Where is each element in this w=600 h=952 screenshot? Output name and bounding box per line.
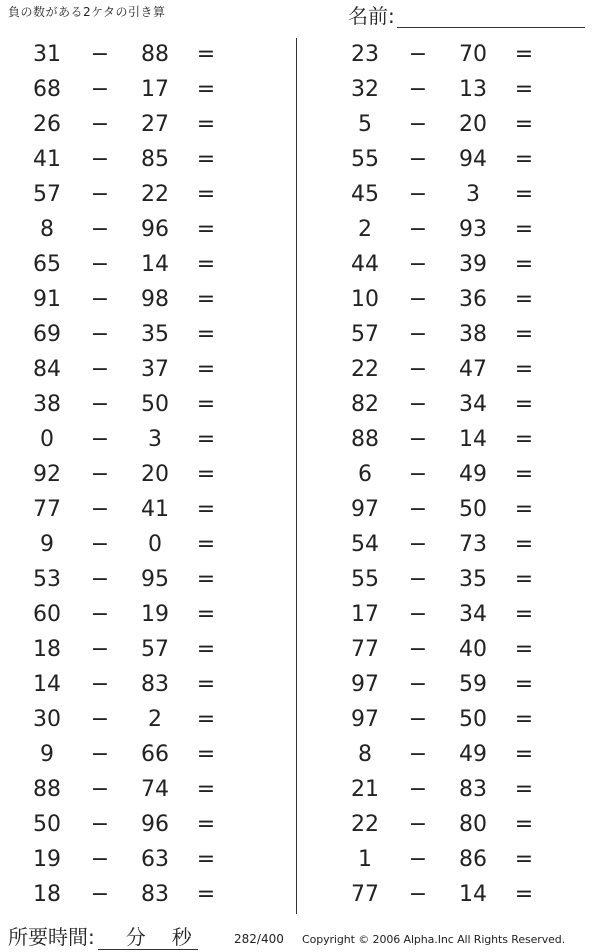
subtrahend: 96 (141, 812, 169, 837)
minuend: 97 (351, 707, 379, 732)
equals-sign: = (196, 217, 216, 242)
equals-sign: = (514, 777, 534, 802)
subtrahend: 80 (459, 812, 487, 837)
equals-sign: = (196, 252, 216, 277)
page-number: 282/400 (234, 932, 284, 946)
equals-sign: = (514, 112, 534, 137)
subtrahend: 34 (459, 392, 487, 417)
seconds-unit: 秒 (171, 925, 192, 949)
subtrahend: 35 (459, 567, 487, 592)
equals-sign: = (514, 252, 534, 277)
equals-sign: = (196, 322, 216, 347)
problem-row (0, 633, 280, 668)
equals-sign: = (514, 847, 534, 872)
problem-row (318, 668, 598, 703)
problem-row (318, 178, 598, 213)
minus-sign: − (90, 462, 110, 487)
minuend: 5 (358, 112, 372, 137)
subtrahend: 66 (141, 742, 169, 767)
equals-sign: = (514, 322, 534, 347)
minuend: 92 (33, 462, 61, 487)
minus-sign: − (408, 462, 428, 487)
equals-sign: = (196, 462, 216, 487)
problem-row (318, 388, 598, 423)
minus-sign: − (408, 147, 428, 172)
problem-row (0, 73, 280, 108)
right-problem-column (318, 38, 598, 913)
minus-sign: − (90, 357, 110, 382)
problem-row (0, 878, 280, 913)
minus-sign: − (408, 427, 428, 452)
minuend: 60 (33, 602, 61, 627)
minus-sign: − (90, 322, 110, 347)
subtrahend: 98 (141, 287, 169, 312)
equals-sign: = (196, 357, 216, 382)
minus-sign: − (408, 217, 428, 242)
subtrahend: 88 (141, 42, 169, 67)
minuend: 97 (351, 672, 379, 697)
minus-sign: − (90, 532, 110, 557)
equals-sign: = (514, 77, 534, 102)
minuend: 77 (33, 497, 61, 522)
subtrahend: 3 (466, 182, 480, 207)
minus-sign: − (90, 742, 110, 767)
minus-sign: − (408, 77, 428, 102)
minus-sign: − (90, 637, 110, 662)
problem-row (0, 563, 280, 598)
subtrahend: 49 (459, 742, 487, 767)
minuend: 44 (351, 252, 379, 277)
minuend: 17 (351, 602, 379, 627)
equals-sign: = (514, 742, 534, 767)
equals-sign: = (196, 77, 216, 102)
minus-sign: − (90, 672, 110, 697)
minus-sign: − (408, 42, 428, 67)
equals-sign: = (196, 707, 216, 732)
name-label: 名前: (348, 4, 395, 28)
problem-row (0, 528, 280, 563)
equals-sign: = (196, 847, 216, 872)
minus-sign: − (408, 357, 428, 382)
column-divider (296, 38, 297, 914)
minus-sign: − (408, 392, 428, 417)
minuend: 23 (351, 42, 379, 67)
minus-sign: − (90, 392, 110, 417)
minus-sign: − (408, 497, 428, 522)
problem-row (318, 703, 598, 738)
problem-row (318, 528, 598, 563)
equals-sign: = (196, 602, 216, 627)
subtrahend: 93 (459, 217, 487, 242)
minus-sign: − (90, 112, 110, 137)
subtrahend: 3 (148, 427, 162, 452)
subtrahend: 20 (141, 462, 169, 487)
equals-sign: = (514, 217, 534, 242)
minus-sign: − (408, 742, 428, 767)
subtrahend: 95 (141, 567, 169, 592)
minuend: 97 (351, 497, 379, 522)
problem-row (0, 423, 280, 458)
subtrahend: 39 (459, 252, 487, 277)
problem-row (0, 668, 280, 703)
problem-row (318, 38, 598, 73)
minuend: 21 (351, 777, 379, 802)
minus-sign: − (408, 777, 428, 802)
minus-sign: − (408, 567, 428, 592)
problem-row (318, 353, 598, 388)
equals-sign: = (196, 742, 216, 767)
minuend: 82 (351, 392, 379, 417)
minus-sign: − (90, 707, 110, 732)
problem-row (0, 248, 280, 283)
minuend: 84 (33, 357, 61, 382)
minus-sign: − (408, 812, 428, 837)
equals-sign: = (514, 637, 534, 662)
equals-sign: = (196, 882, 216, 907)
minus-sign: − (408, 287, 428, 312)
subtrahend: 14 (141, 252, 169, 277)
problem-row (318, 213, 598, 248)
minus-sign: − (408, 182, 428, 207)
equals-sign: = (196, 427, 216, 452)
subtrahend: 36 (459, 287, 487, 312)
subtrahend: 34 (459, 602, 487, 627)
minuend: 6 (358, 462, 372, 487)
subtrahend: 35 (141, 322, 169, 347)
minuend: 57 (33, 182, 61, 207)
minus-sign: − (408, 847, 428, 872)
subtrahend: 57 (141, 637, 169, 662)
subtrahend: 83 (141, 882, 169, 907)
problem-row (0, 458, 280, 493)
subtrahend: 49 (459, 462, 487, 487)
equals-sign: = (514, 392, 534, 417)
minuend: 57 (351, 322, 379, 347)
problem-row (318, 423, 598, 458)
minus-sign: − (90, 287, 110, 312)
minuend: 1 (358, 847, 372, 872)
problem-row (318, 633, 598, 668)
equals-sign: = (514, 42, 534, 67)
problem-row (0, 283, 280, 318)
subtrahend: 17 (141, 77, 169, 102)
equals-sign: = (514, 427, 534, 452)
equals-sign: = (514, 812, 534, 837)
minus-sign: − (90, 497, 110, 522)
subtrahend: 14 (459, 882, 487, 907)
subtrahend: 83 (459, 777, 487, 802)
equals-sign: = (196, 112, 216, 137)
minuend: 18 (33, 882, 61, 907)
minus-sign: − (408, 532, 428, 557)
minuend: 8 (358, 742, 372, 767)
problem-row (318, 248, 598, 283)
minuend: 68 (33, 77, 61, 102)
minuend: 77 (351, 637, 379, 662)
problem-row (318, 143, 598, 178)
time-required (8, 924, 198, 950)
subtrahend: 50 (459, 497, 487, 522)
equals-sign: = (514, 497, 534, 522)
subtrahend: 14 (459, 427, 487, 452)
minus-sign: − (90, 217, 110, 242)
problem-row (0, 318, 280, 353)
problem-row (0, 388, 280, 423)
subtrahend: 50 (141, 392, 169, 417)
problem-row (318, 563, 598, 598)
minuend: 54 (351, 532, 379, 557)
subtrahend: 22 (141, 182, 169, 207)
time-input-line[interactable] (98, 925, 198, 950)
problem-row (318, 318, 598, 353)
equals-sign: = (196, 532, 216, 557)
minuend: 22 (351, 357, 379, 382)
subtrahend: 0 (148, 532, 162, 557)
subtrahend: 13 (459, 77, 487, 102)
minuend: 14 (33, 672, 61, 697)
problem-row (318, 283, 598, 318)
problem-row (0, 353, 280, 388)
problem-row (0, 808, 280, 843)
subtrahend: 85 (141, 147, 169, 172)
minus-sign: − (90, 882, 110, 907)
problem-row (0, 598, 280, 633)
minuend: 0 (40, 427, 54, 452)
equals-sign: = (514, 462, 534, 487)
problem-row (318, 598, 598, 633)
subtrahend: 86 (459, 847, 487, 872)
minus-sign: − (408, 112, 428, 137)
minus-sign: − (90, 777, 110, 802)
equals-sign: = (196, 777, 216, 802)
minus-sign: − (90, 42, 110, 67)
subtrahend: 94 (459, 147, 487, 172)
equals-sign: = (196, 637, 216, 662)
equals-sign: = (196, 182, 216, 207)
minutes-unit: 分 (125, 925, 146, 949)
minuend: 2 (358, 217, 372, 242)
minuend: 45 (351, 182, 379, 207)
subtrahend: 83 (141, 672, 169, 697)
minus-sign: − (408, 602, 428, 627)
problem-row (318, 878, 598, 913)
problem-row (318, 843, 598, 878)
problem-row (0, 843, 280, 878)
minus-sign: − (90, 77, 110, 102)
minuend: 10 (351, 287, 379, 312)
subtrahend: 41 (141, 497, 169, 522)
minuend: 55 (351, 147, 379, 172)
minuend: 32 (351, 77, 379, 102)
minuend: 22 (351, 812, 379, 837)
minuend: 55 (351, 567, 379, 592)
copyright: Copyright © 2006 Alpha.Inc All Rights Reserved. (302, 933, 566, 946)
subtrahend: 47 (459, 357, 487, 382)
subtrahend: 63 (141, 847, 169, 872)
minuend: 9 (40, 532, 54, 557)
equals-sign: = (196, 812, 216, 837)
minuend: 9 (40, 742, 54, 767)
minuend: 88 (351, 427, 379, 452)
left-problem-column (0, 38, 280, 913)
minuend: 91 (33, 287, 61, 312)
equals-sign: = (514, 707, 534, 732)
subtrahend: 27 (141, 112, 169, 137)
problem-row (318, 493, 598, 528)
problem-row (318, 738, 598, 773)
minus-sign: − (90, 567, 110, 592)
minuend: 8 (40, 217, 54, 242)
equals-sign: = (514, 672, 534, 697)
minuend: 41 (33, 147, 61, 172)
minus-sign: − (408, 882, 428, 907)
equals-sign: = (196, 672, 216, 697)
name-area (348, 2, 585, 30)
subtrahend: 96 (141, 217, 169, 242)
equals-sign: = (196, 497, 216, 522)
minuend: 30 (33, 707, 61, 732)
subtrahend: 70 (459, 42, 487, 67)
equals-sign: = (196, 392, 216, 417)
problem-row (0, 773, 280, 808)
equals-sign: = (514, 147, 534, 172)
problem-row (0, 738, 280, 773)
subtrahend: 38 (459, 322, 487, 347)
minuend: 77 (351, 882, 379, 907)
subtrahend: 19 (141, 602, 169, 627)
subtrahend: 73 (459, 532, 487, 557)
equals-sign: = (514, 182, 534, 207)
equals-sign: = (514, 602, 534, 627)
minus-sign: − (90, 147, 110, 172)
subtrahend: 20 (459, 112, 487, 137)
problem-row (0, 108, 280, 143)
equals-sign: = (514, 532, 534, 557)
minuend: 53 (33, 567, 61, 592)
minus-sign: − (90, 602, 110, 627)
minuend: 31 (33, 42, 61, 67)
minus-sign: − (408, 672, 428, 697)
minuend: 26 (33, 112, 61, 137)
minus-sign: − (408, 322, 428, 347)
equals-sign: = (196, 147, 216, 172)
name-input-line[interactable] (397, 7, 585, 28)
minuend: 19 (33, 847, 61, 872)
problem-row (0, 143, 280, 178)
time-label: 所要時間: (8, 925, 95, 949)
equals-sign: = (514, 882, 534, 907)
minus-sign: − (408, 637, 428, 662)
equals-sign: = (196, 567, 216, 592)
problem-row (0, 703, 280, 738)
worksheet-title: 負の数がある2ケタの引き算 (8, 5, 166, 19)
minuend: 69 (33, 322, 61, 347)
problem-row (0, 178, 280, 213)
problem-row (318, 458, 598, 493)
minuend: 38 (33, 392, 61, 417)
problem-row (318, 73, 598, 108)
subtrahend: 2 (148, 707, 162, 732)
minus-sign: − (90, 427, 110, 452)
equals-sign: = (196, 287, 216, 312)
problem-row (0, 213, 280, 248)
equals-sign: = (514, 567, 534, 592)
minus-sign: − (408, 707, 428, 732)
minus-sign: − (90, 847, 110, 872)
minus-sign: − (90, 182, 110, 207)
subtrahend: 37 (141, 357, 169, 382)
minus-sign: − (408, 252, 428, 277)
equals-sign: = (514, 357, 534, 382)
subtrahend: 50 (459, 707, 487, 732)
problem-row (318, 808, 598, 843)
minuend: 18 (33, 637, 61, 662)
minuend: 88 (33, 777, 61, 802)
subtrahend: 59 (459, 672, 487, 697)
problem-row (318, 773, 598, 808)
minuend: 50 (33, 812, 61, 837)
equals-sign: = (196, 42, 216, 67)
minus-sign: − (90, 812, 110, 837)
problem-row (0, 38, 280, 73)
problem-row (318, 108, 598, 143)
minuend: 65 (33, 252, 61, 277)
minus-sign: − (90, 252, 110, 277)
equals-sign: = (514, 287, 534, 312)
subtrahend: 40 (459, 637, 487, 662)
problem-row (0, 493, 280, 528)
subtrahend: 74 (141, 777, 169, 802)
